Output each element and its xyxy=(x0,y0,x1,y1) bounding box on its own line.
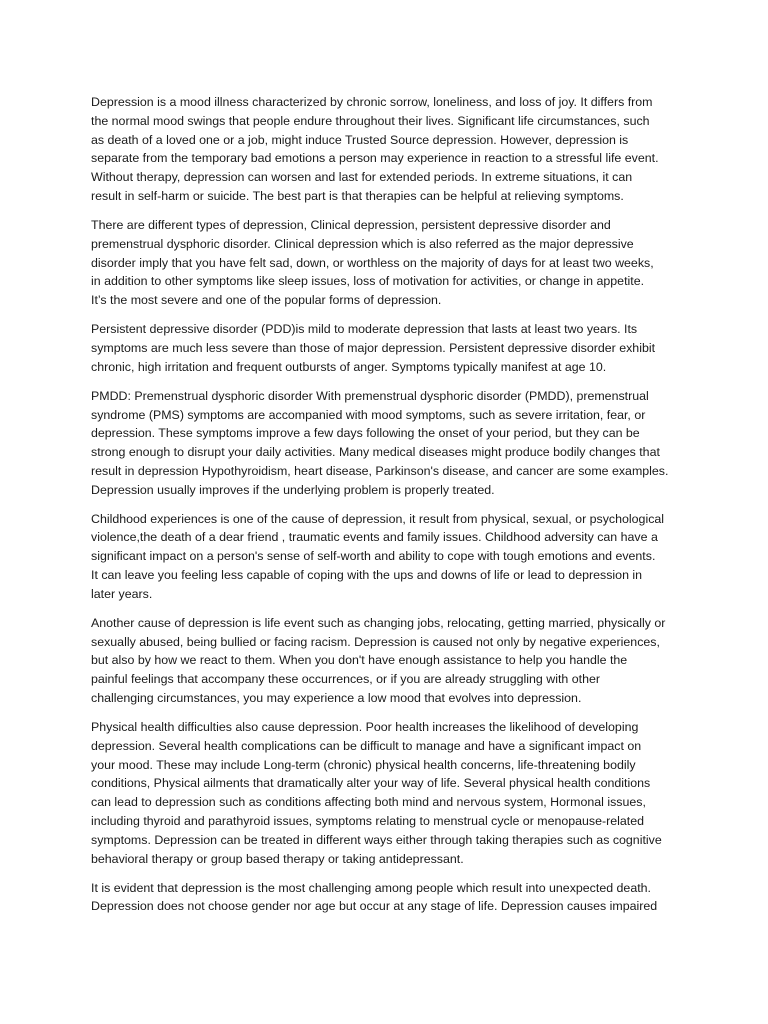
paragraph-intro: Depression is a mood illness characterized by chronic sorrow, loneliness, and loss of joy. It differs from the normal mood swings that people endure throughout their lives. Significant life circumstances, such as death of a loved one or a job, might induce Trusted Source depression. However, depression is separate from the temporary bad emotions a person may experience in reaction to a stressful life event. Without therapy, depression can worsen and last for extended periods. In extreme situations, it can result in self-harm or suicide. The best part is that therapies can be helpful at relieving symptoms. xyxy=(91,95,659,203)
paragraph-life-events: Another cause of depression is life event such as changing jobs, relocating, getting married, physically or sexually abused, being bullied or facing racism. Depression is caused not only by negative experiences, but also by how we react to them. When you don't have enough assistance to help you handle the painful feelings that accompany these occurrences, or if you are already struggling with other challenging circumstances, you may experience a low mood that evolves into depression. xyxy=(91,615,666,706)
paragraph-pmdd: PMDD: Premenstrual dysphoric disorder With premenstrual dysphoric disorder (PMDD), premenstrual syndrome (PMS) symptoms are accompanied with mood symptoms, such as severe irritation, fear, or depression. These symptoms improve a few days following the onset of your period, but they can be strong enough to disrupt your daily activities. Many medical diseases might produce bodily changes that result in depression Hypothyroidism, heart disease, Parkinson's disease, and cancer are some examples. Depression usually improves if the underlying problem is properly treated. xyxy=(91,388,669,497)
paragraph-physical-health: Physical health difficulties also cause depression. Poor health increases the likelihood of developing depression. Several health complications can be difficult to manage and have a significant impact on your mood. These may include Long-term (chronic) physical health concerns, life-threatening bodily conditions, Physical ailments that dramatically alter your way of life. Several physical health conditions can lead to depression such as conditions affecting both mind and nervous system, Hormonal issues, including thyroid and parathyroid issues, symptoms relating to menstrual cycle or menopause-related symptoms. Depression can be treated in different ways either through taking therapies such as cognitive behavioral therapy or group based therapy or taking antidepressant. xyxy=(91,720,662,866)
paragraph-childhood-experiences: Childhood experiences is one of the cause of depression, it result from physical, sexual, or psychological violence,the death of a dear friend , traumatic events and family issues. Childhood adversity can have a significant impact on a person's sense of self-worth and ability to cope with tough emotions and events. It can leave you feeling less capable of coping with the ups and downs of life or lead to depression in later years. xyxy=(91,511,665,601)
paragraph-conclusion: It is evident that depression is the most challenging among people which result into unexpected death. Depression does not choose gender nor age but occur at any stage of life. Depression causes impaired xyxy=(91,880,658,914)
paragraph-persistent-depressive-disorder: Persistent depressive disorder (PDD)is mild to moderate depression that lasts at least two years. Its symptoms are much less severe than those of major depression. Persistent depressive disorder exhibit chronic, high irritation and frequent outbursts of anger. Symptoms typically manifest at age 10. xyxy=(91,322,656,374)
document-body xyxy=(91,93,677,926)
paragraph-types-of-depression: There are different types of depression, Clinical depression, persistent depressive disorder and premenstrual dysphoric disorder. Clinical depression which is also referred as the major depressive disorder imply that you have felt sad, down, or worthless on the majority of days for at least two weeks, in addition to other symptoms like sleep issues, loss of motivation for activities, or change in appetite. It’s the most severe and one of the popular forms of depression. xyxy=(91,217,654,308)
